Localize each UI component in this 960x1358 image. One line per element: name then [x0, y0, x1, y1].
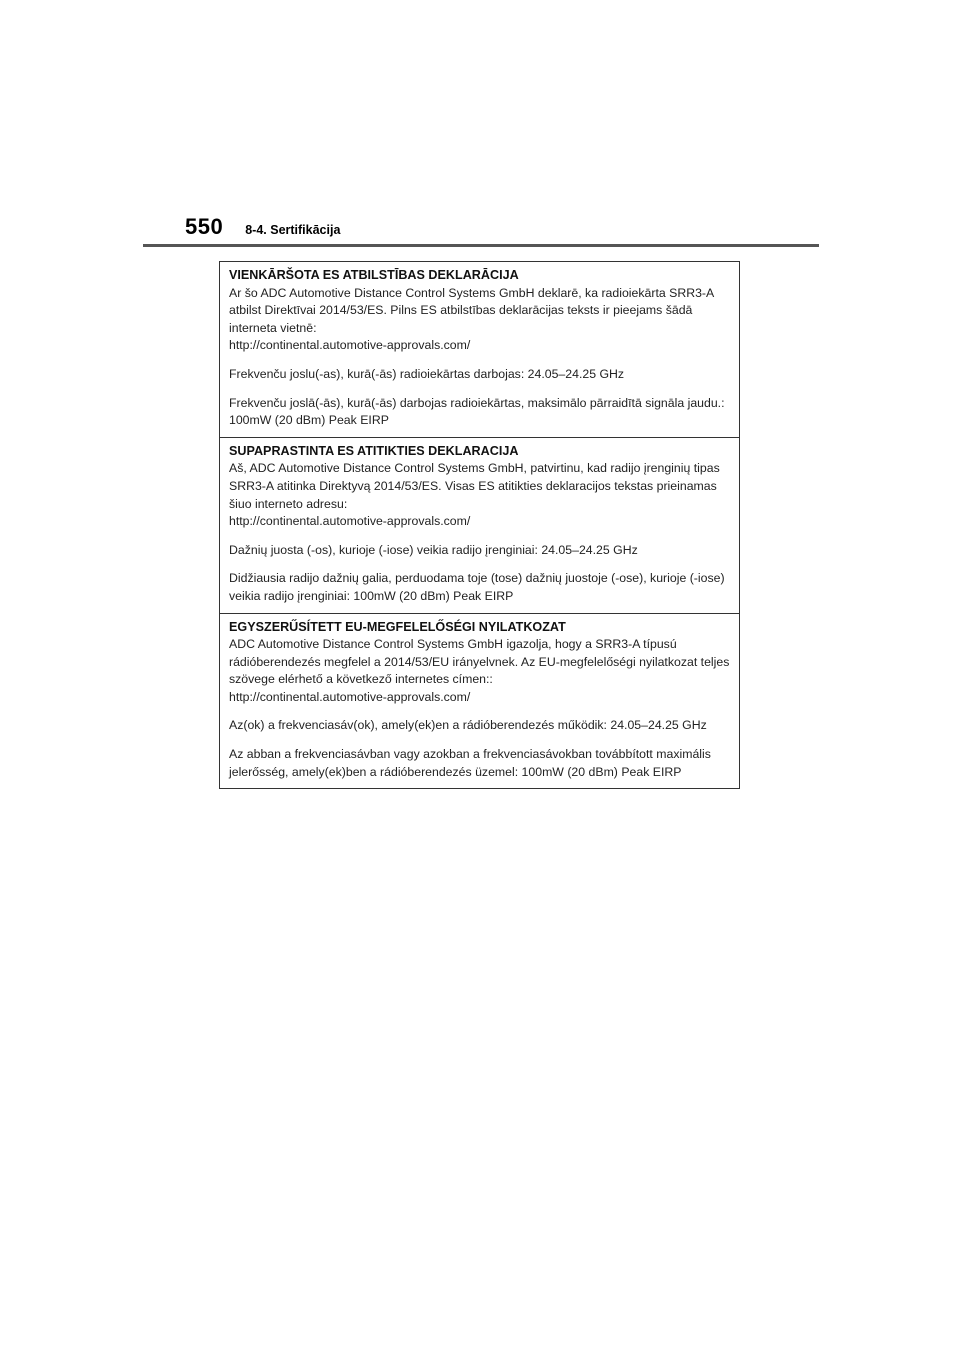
declaration-heading: VIENKĀRŠOTA ES ATBILSTĪBAS DEKLARĀCIJA [229, 268, 519, 282]
section-title: 8-4. Sertifikācija [245, 223, 341, 237]
declaration-heading: SUPAPRASTINTA ES ATITIKTIES DEKLARACIJA [229, 443, 519, 458]
max-power-text: Az abban a frekvenciasávban vagy azokban a frekvenciasávokban továbbított maximális jelerősség, amely(ek)ben a rádióberendezés üzemel: 100mW (20 dBm) Peak EIRP [229, 747, 711, 779]
header-divider [143, 244, 819, 247]
frequency-band-text: Dažnių juosta (-os), kurioje (-iose) veikia radijo įrenginiai: 24.05–24.25 GHz [229, 542, 638, 557]
page-number: 550 [185, 214, 224, 239]
max-power-text: Frekvenču joslā(-ās), kurā(-ās) darbojas radioiekārtas, maksimālo pārraidītā signāla jaudu.: 100mW (20 dBm) Peak EIRP [229, 395, 725, 428]
declaration-intro: Aš, ADC Automotive Distance Control Systems GmbH, patvirtinu, kad radijo įrenginių tipas SRR3-A atitinka Direktyvą 2014/53/ES. Visas ES atitikties deklaracijos tekstas prieinamas šiuo interneto adresu: [229, 461, 720, 511]
page-header [185, 214, 340, 244]
declaration-url: http://continental.automotive-approvals.com/ [229, 338, 471, 353]
declaration-url: http://continental.automotive-approvals.com/ [229, 689, 471, 704]
declarations-table [219, 261, 740, 789]
declaration-heading: EGYSZERŰSÍTETT EU-MEGFELELŐSÉGI NYILATKOZAT [229, 619, 566, 634]
declaration-intro: ADC Automotive Distance Control Systems GmbH igazolja, hogy a SRR3-A típusú rádióberendezés megfelel a 2014/53/EU irányelvnek. Az EU-megfelelőségi nyilatkozat teljes szövege elérhető a következő internetes címen:: [229, 637, 730, 687]
frequency-band-text: Frekvenču joslu(-as), kurā(-ās) radioiekārtas darbojas: 24.05–24.25 GHz [229, 366, 625, 381]
declaration-hungarian [220, 614, 739, 789]
declaration-lithuanian [220, 438, 739, 614]
declaration-latvian [220, 262, 739, 438]
declaration-intro: Ar šo ADC Automotive Distance Control Systems GmbH deklarē, ka radioiekārta SRR3-A atbilst Direktīvai 2014/53/ES. Pilns ES atbilstības deklarācijas teksts ir pieejams šādā interneta vietnē: [229, 285, 714, 335]
declaration-url: http://continental.automotive-approvals.com/ [229, 514, 471, 529]
frequency-band-text: Az(ok) a frekvenciasáv(ok), amely(ek)en a rádióberendezés működik: 24.05–24.25 GHz [229, 718, 707, 733]
max-power-text: Didžiausia radijo dažnių galia, perduodama toje (tose) dažnių juostoje (-ose), kurioje (-iose) veikia radijo įrenginiai: 100mW (20 dBm) Peak EIRP [229, 571, 725, 603]
